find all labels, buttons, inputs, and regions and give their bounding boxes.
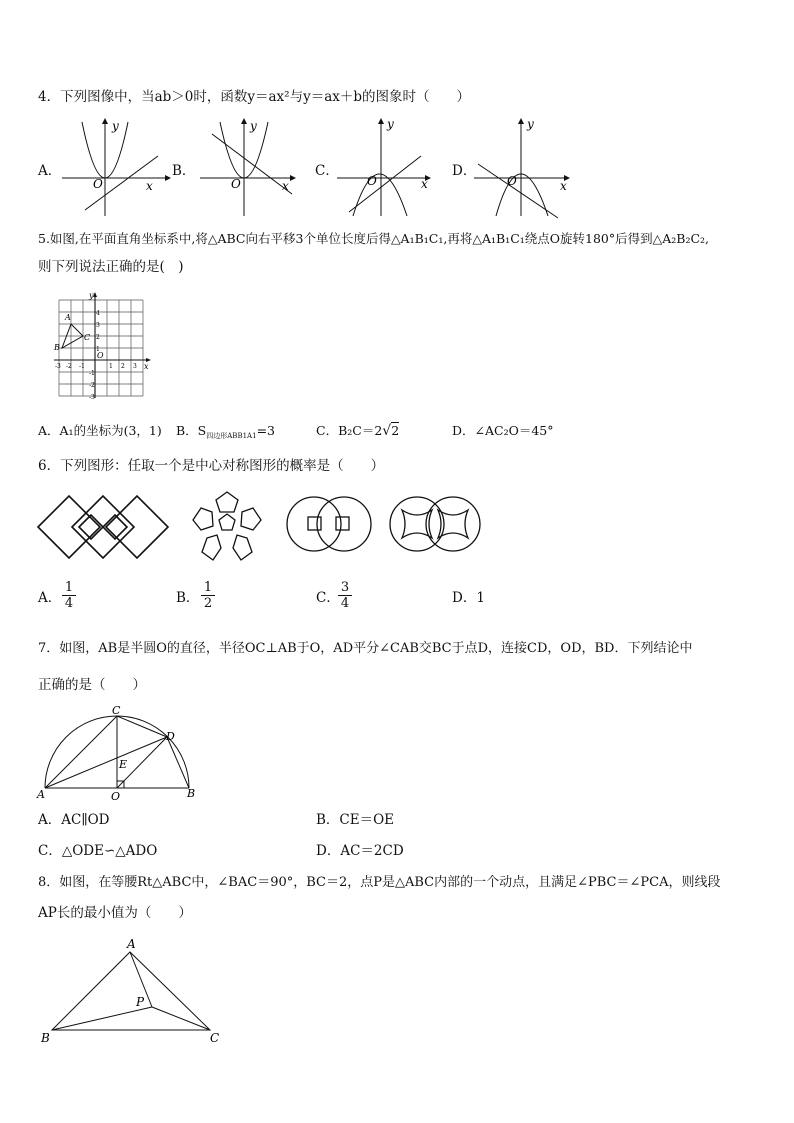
q7-option-a: A．AC∥OD [38, 812, 110, 828]
q5-label-y: y [89, 291, 94, 300]
q5-ytick: -2 [89, 382, 95, 389]
q6-figure-two-circles [286, 494, 376, 554]
q5-label-x: x [144, 362, 149, 371]
q4c-origin-label: O [367, 174, 377, 188]
q4d-x-label: x [560, 179, 567, 193]
q4-option-d-label: D． [452, 163, 477, 179]
q6-option-c-numerator: 3 [338, 580, 352, 596]
q4c-x-label: x [421, 177, 428, 191]
q4-option-b-label: B． [172, 163, 196, 179]
q5-xtick: -2 [66, 363, 72, 370]
q5-option-b-suffix: =3 [256, 423, 275, 438]
q6-option-a-label: A． [38, 590, 62, 606]
q4-graph-b [198, 118, 308, 218]
q4-graph-c [335, 118, 445, 218]
q4b-x-label: x [282, 179, 289, 193]
q5-xtick: 1 [109, 363, 113, 370]
q6-option-d: D．1 [452, 590, 485, 606]
q6-option-c-denominator: 4 [340, 596, 350, 611]
q6-option-a-numerator: 1 [62, 580, 76, 596]
q4d-origin-label: O [507, 174, 517, 188]
q5-option-b-prefix: B．S [176, 423, 207, 438]
q4b-y-label: y [250, 119, 257, 133]
q6-figure-pentagons [190, 490, 264, 562]
q5-option-d: D．∠AC₂O＝45° [452, 423, 554, 438]
q4-stem: 4．下列图像中，当ab＞0时，函数y＝ax²与y＝ax＋b的图象时（ ） [38, 89, 470, 105]
q6-stem: 6．下列图形：任取一个是中心对称图形的概率是（ ） [38, 458, 385, 474]
q7-label-B: B [187, 787, 196, 800]
q6-option-c-label: C． [316, 590, 340, 606]
q7-semicircle-figure [36, 702, 206, 802]
q5-option-a: A．A₁的坐标为(3，1) [38, 423, 162, 438]
q7-stem-line2: 正确的是（ ） [38, 677, 146, 693]
q5-label-C: C [84, 333, 91, 342]
q5-option-c: C．B₂C＝2√2 [316, 423, 400, 439]
q7-label-A: A [37, 788, 45, 801]
q8-label-P: P [136, 995, 145, 1009]
q8-triangle-figure [38, 934, 228, 1046]
q5-ytick: 3 [96, 322, 100, 329]
q4a-x-label: x [146, 179, 153, 193]
q7-label-D: D [166, 730, 175, 743]
q5-coordinate-grid [54, 292, 154, 400]
q4b-origin-label: O [231, 177, 241, 191]
q5-label-A: A [65, 313, 71, 322]
q5-ytick: 4 [96, 310, 100, 317]
q6-figure-coin-circles [388, 494, 484, 554]
q8-label-A: A [127, 937, 136, 951]
q5-label-B: B [54, 343, 60, 352]
q5-ytick: 2 [96, 334, 100, 341]
q6-figure-knot-diamonds [36, 494, 172, 564]
q6-option-a-fraction [62, 580, 76, 611]
q4-graph-d [472, 118, 582, 218]
q5-option-c-prefix: C．B₂C＝2 [316, 423, 383, 438]
q7-label-C: C [112, 704, 121, 717]
q5-option-b [176, 422, 275, 445]
q4-graph-a [60, 118, 170, 218]
q6-option-b-denominator: 2 [203, 596, 213, 611]
q4-option-a-label: A． [38, 163, 62, 179]
q4-option-c-label: C． [315, 163, 339, 179]
q4c-y-label: y [387, 117, 394, 131]
q4d-y-label: y [527, 117, 534, 131]
q6-option-b-fraction [201, 580, 215, 611]
q5-xtick: -1 [79, 363, 85, 370]
q5-stem-line1: 5.如图,在平面直角坐标系中,将△ABC向右平移3个单位长度后得△A₁B₁C₁,再将△A₁B₁C₁绕点O旋转180°后得到△A₂B₂C₂, [38, 231, 710, 246]
q6-option-a-denominator: 4 [64, 596, 74, 611]
q5-label-O: O [97, 351, 104, 360]
q5-stem-line2: 则下列说法正确的是( ) [38, 259, 184, 275]
q5-xtick: 3 [133, 363, 137, 370]
q7-stem-line1: 7．如图，AB是半圆O的直径，半径OC⊥AB于O，AD平分∠CAB交BC于点D，连接CD，OD，BD．下列结论中 [38, 641, 693, 656]
q6-option-b-label: B． [176, 590, 200, 606]
q5-option-c-radical: 2 [391, 423, 400, 438]
q7-label-O: O [111, 790, 121, 803]
q8-stem-line1: 8．如图，在等腰Rt△ABC中，∠BAC＝90°，BC＝2，点P是△ABC内部的一个动点，且满足∠PBC＝∠PCA，则线段 [38, 875, 721, 890]
q5-xtick: -3 [55, 363, 61, 370]
q7-option-d: D．AC＝2CD [316, 843, 404, 859]
q8-label-B: B [41, 1031, 50, 1045]
q7-option-c: C．△ODE∽△ADO [38, 843, 158, 859]
q5-option-b-subscript: 四边形ABB1A1 [206, 432, 257, 440]
q7-option-b: B．CE＝OE [316, 812, 395, 828]
q8-label-C: C [210, 1031, 220, 1045]
q5-ytick: -3 [89, 394, 95, 401]
q5-ytick: 1 [96, 346, 100, 353]
q6-option-c-fraction [338, 580, 352, 611]
q6-option-b-numerator: 1 [201, 580, 215, 596]
q7-label-E: E [119, 758, 128, 771]
q4a-y-label: y [112, 119, 119, 133]
q5-xtick: 2 [121, 363, 125, 370]
q5-ytick: -1 [89, 370, 95, 377]
q8-stem-line2: AP长的最小值为（ ） [38, 905, 192, 921]
q4a-origin-label: O [93, 177, 103, 191]
